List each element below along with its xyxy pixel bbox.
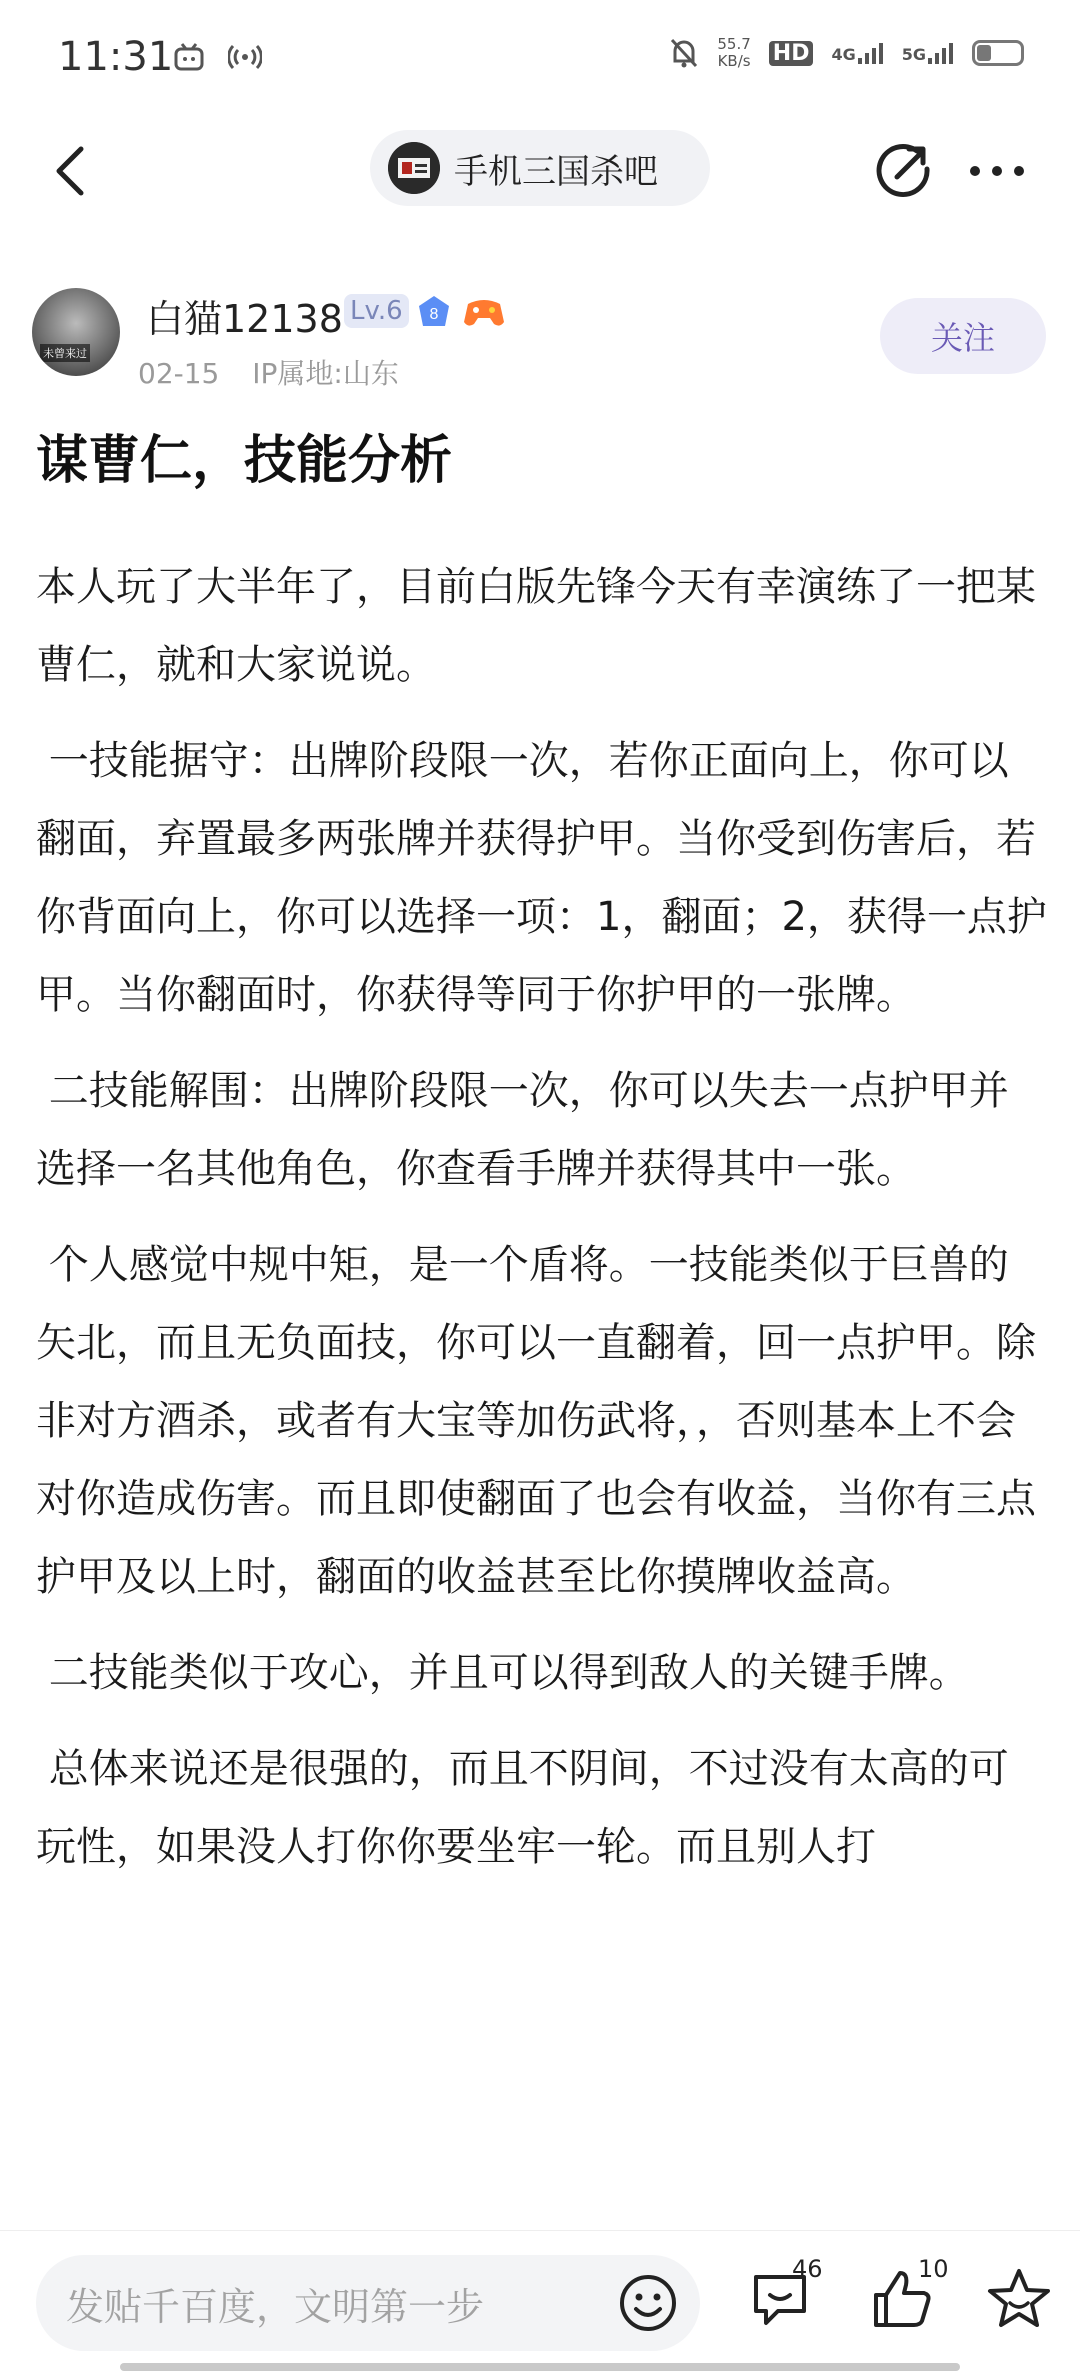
status-right-icons xyxy=(669,36,1024,70)
forum-name: 手机三国杀吧 xyxy=(454,151,658,192)
net-speed-value: 55.7 xyxy=(717,35,751,53)
star-icon[interactable] xyxy=(986,2267,1052,2331)
avatar-caption: 未曾来过 xyxy=(40,344,90,362)
ip-location: IP属地:山东 xyxy=(252,357,399,390)
post-title: 谋曹仁，技能分析 xyxy=(36,431,453,491)
signal-bars-icon xyxy=(928,42,954,64)
diamond-level-number: 8 xyxy=(429,306,439,323)
post-paragraph: 二技能解围：出牌阶段限一次，你可以失去一点护甲并选择一名其他角色，你查看手牌并获得其中一张。 xyxy=(36,1068,1009,1192)
mute-bell-icon xyxy=(669,37,699,69)
reply-input[interactable] xyxy=(36,2255,700,2351)
post-body xyxy=(36,548,1048,1904)
reply-placeholder: 发贴千百度，文明第一步 xyxy=(66,2284,485,2329)
more-dots-icon xyxy=(969,165,1025,177)
top-nav xyxy=(0,118,1080,228)
hotspot-icon xyxy=(228,42,262,72)
share-button[interactable] xyxy=(868,136,938,206)
signal-bars-icon xyxy=(858,42,884,64)
level-badge: Lv.6 xyxy=(344,294,409,328)
status-time: 11:31 xyxy=(58,34,174,80)
comment-count: 46 xyxy=(792,2255,823,2283)
more-button[interactable] xyxy=(962,136,1032,206)
emoji-icon[interactable] xyxy=(618,2273,678,2333)
forum-link[interactable] xyxy=(370,130,710,206)
post-paragraph: 个人感觉中规中矩，是一个盾将。一技能类似于巨兽的矢北，而且无负面技，你可以一直翻着，回一点护甲。除非对方酒杀，或者有大宝等加伤武将，，否则基本上不会对你造成伤害。而且即使翻面了也会有收益，当你有三点护甲及以上时，翻面的收益甚至比你摸牌收益高。 xyxy=(36,1242,1036,1600)
signal-4g xyxy=(831,42,883,64)
share-icon xyxy=(873,141,933,201)
post-paragraph: 总体来说还是很强的，而且不阴间，不过没有太高的可玩性，如果没人打你你要坐牢一轮。而且别人打 xyxy=(36,1746,1009,1870)
avatar[interactable] xyxy=(32,288,120,376)
post-paragraph: 二技能类似于攻心，并且可以得到敌人的关键手牌。 xyxy=(36,1650,969,1696)
hd-indicator: HD xyxy=(769,41,814,66)
like-count: 10 xyxy=(918,2255,949,2283)
gesture-bar xyxy=(120,2363,960,2371)
post-date: 02-15 xyxy=(138,357,220,390)
post-paragraph: 本人玩了大半年了，目前白版先锋今天有幸演练了一把某曹仁，就和大家说说。 xyxy=(36,564,1036,688)
net-5g-label: 5G xyxy=(901,45,926,64)
username[interactable]: 白猫12138 xyxy=(146,297,343,341)
status-left-icons xyxy=(172,42,262,72)
net-speed xyxy=(717,36,750,70)
game-badge-icon xyxy=(462,294,506,332)
post-meta xyxy=(138,352,399,392)
author-header xyxy=(0,280,1080,390)
diamond-level-icon xyxy=(415,294,453,332)
status-bar xyxy=(0,0,1080,118)
forum-logo-icon xyxy=(388,142,440,194)
follow-button[interactable]: 关注 xyxy=(880,298,1046,374)
back-button[interactable] xyxy=(40,136,100,206)
battery-icon xyxy=(972,40,1024,66)
chevron-left-icon xyxy=(55,145,85,197)
net-4g-label: 4G xyxy=(831,45,856,64)
bottom-action-bar xyxy=(0,2230,1080,2377)
net-speed-unit: KB/s xyxy=(717,52,751,70)
signal-5g xyxy=(902,42,954,64)
bilibili-tv-icon xyxy=(172,42,206,72)
post-paragraph: 一技能据守：出牌阶段限一次，若你正面向上，你可以翻面，弃置最多两张牌并获得护甲。当你受到伤害后，若你背面向上，你可以选择一项：1，翻面；2，获得一点护甲。当你翻面时，你获得等同于你护甲的一张牌。 xyxy=(36,738,1047,1018)
